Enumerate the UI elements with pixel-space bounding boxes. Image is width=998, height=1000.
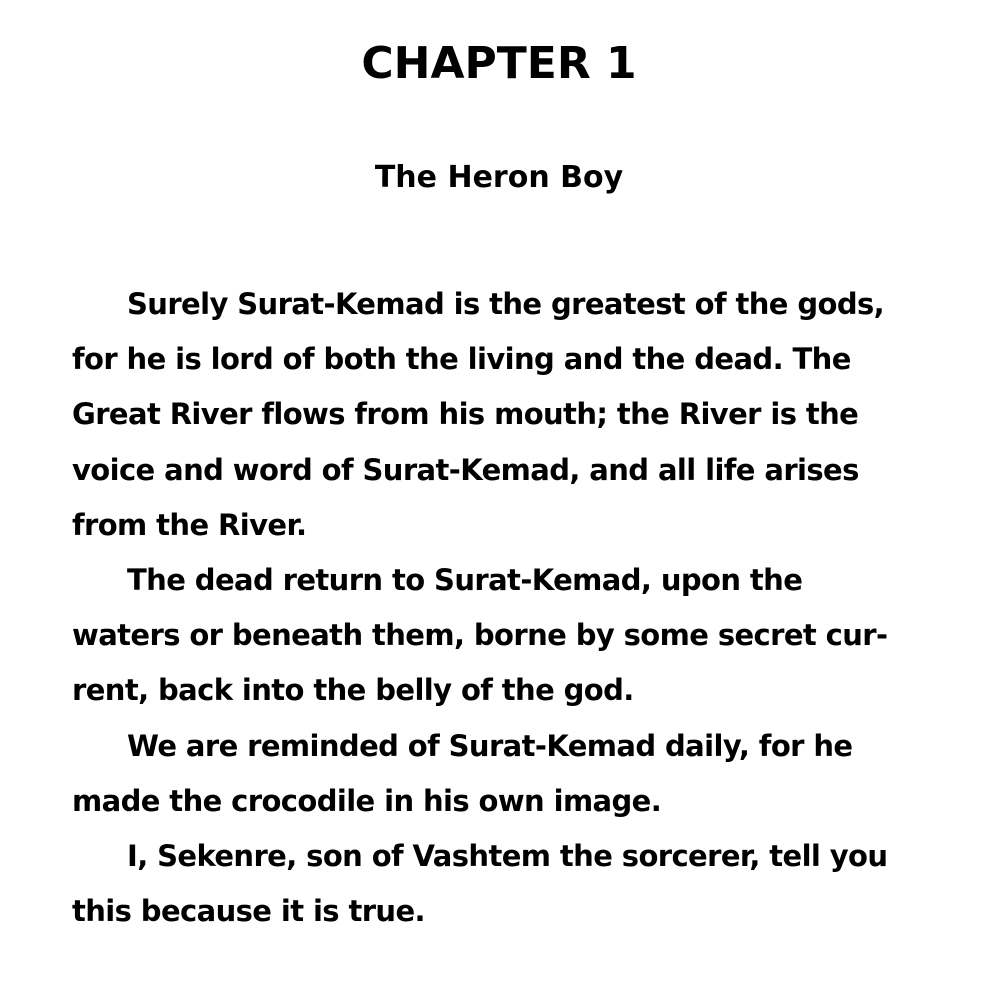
text-line-paragraph-start: We are reminded of Surat-Kemad daily, for he xyxy=(127,728,853,763)
text-line-paragraph-start: The dead return to Surat-Kemad, upon the xyxy=(127,562,803,597)
chapter-title: CHAPTER 1 xyxy=(361,38,637,89)
text-line: this because it is true. xyxy=(72,894,425,929)
text-line: for he is lord of both the living and the dead. The xyxy=(72,342,851,377)
chapter-subtitle: The Heron Boy xyxy=(374,160,624,195)
text-line: waters or beneath them, borne by some secret cur- xyxy=(72,618,888,653)
text-line: made the crocodile in his own image. xyxy=(72,783,662,818)
chapter-body xyxy=(72,277,952,939)
text-line-paragraph-start: Surely Surat-Kemad is the greatest of the gods, xyxy=(127,287,885,321)
text-line-paragraph-start: I, Sekenre, son of Vashtem the sorcerer, tell you xyxy=(127,838,888,873)
text-line: voice and word of Surat-Kemad, and all life arises xyxy=(72,452,859,487)
text-line: from the River. xyxy=(72,507,307,542)
text-line: rent, back into the belly of the god. xyxy=(72,673,634,708)
text-line: Great River flows from his mouth; the River is the xyxy=(72,397,859,432)
